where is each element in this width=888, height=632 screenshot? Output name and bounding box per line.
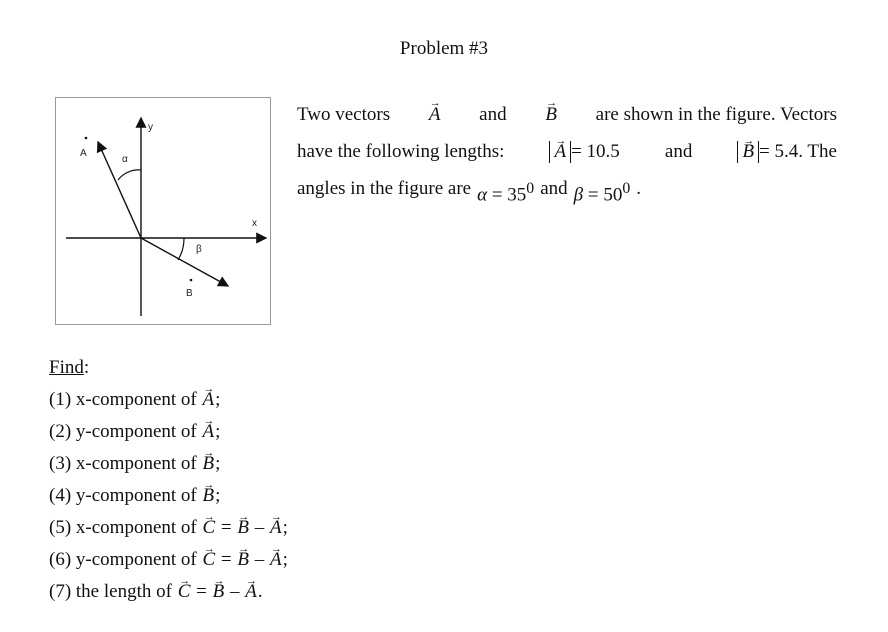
find-heading: Find	[49, 357, 84, 378]
item-number: (7)	[49, 581, 72, 602]
equals-sign: =	[196, 581, 207, 602]
item-number: (5)	[49, 517, 72, 538]
vector-b-dot	[190, 279, 193, 282]
vector-diagram	[56, 98, 272, 326]
vector-c: → C	[201, 512, 216, 544]
item-number: (3)	[49, 453, 72, 474]
item-end: .	[257, 581, 263, 602]
item-text: y-component of	[75, 421, 197, 442]
statement-text: angles in the figure are	[297, 178, 472, 199]
item-number: (6)	[49, 549, 72, 570]
vector-figure	[55, 97, 271, 325]
degree-mark: 0	[526, 180, 535, 197]
vector-a: → A	[269, 512, 283, 544]
item-vector: → A	[201, 416, 215, 448]
vector-b-symbol: → B	[741, 141, 755, 163]
find-item-1	[49, 384, 288, 416]
length-b	[737, 133, 837, 170]
x-axis-label: x	[252, 218, 257, 229]
item-text: x-component of	[75, 453, 197, 474]
statement-text: and	[479, 104, 507, 125]
item-vector: → B	[201, 480, 215, 512]
vector-a-label: A	[80, 148, 87, 159]
vector-b-label: B	[186, 288, 193, 299]
equals-sign: =	[220, 549, 232, 570]
item-text: the length of	[75, 581, 172, 602]
find-colon: :	[83, 357, 90, 378]
item-vector: → A	[201, 384, 215, 416]
beta-label: β	[196, 244, 202, 255]
statement-text: are shown in the figure. Vectors	[595, 104, 837, 125]
vector-c: → C	[177, 576, 192, 608]
find-heading-row	[49, 352, 288, 384]
statement-line-2	[297, 133, 837, 170]
find-item-5	[49, 512, 288, 544]
length-b-value: = 5.4	[759, 141, 799, 162]
vector-b: → B	[236, 544, 250, 576]
alpha-label: α	[122, 154, 128, 165]
minus-sign: –	[254, 549, 265, 570]
item-vector: → B	[201, 448, 215, 480]
alpha-number: = 35	[491, 184, 527, 206]
statement-text: Two vectors	[297, 104, 391, 125]
statement-line-1	[297, 96, 837, 133]
find-list	[49, 352, 288, 608]
alpha-arc	[118, 170, 141, 180]
item-number: (1)	[49, 389, 72, 410]
equals-sign: =	[220, 517, 232, 538]
vector-b-arrow	[141, 238, 228, 286]
item-end: ;	[215, 421, 221, 442]
item-text: y-component of	[75, 549, 197, 570]
find-item-2	[49, 416, 288, 448]
vector-b: → B	[236, 512, 250, 544]
vector-a: → A	[269, 544, 283, 576]
statement-text: and	[664, 141, 693, 162]
beta-symbol: β	[573, 184, 584, 206]
item-end: ;	[215, 389, 221, 410]
alpha-symbol: α	[477, 184, 488, 206]
vector-a-arrow	[98, 142, 141, 238]
vector-c: → C	[201, 544, 216, 576]
minus-sign: –	[229, 581, 240, 602]
statement-text: and	[540, 178, 568, 199]
item-end: ;	[282, 549, 288, 570]
item-end: ;	[282, 517, 288, 538]
statement-text: .	[636, 178, 642, 199]
problem-title: Problem #3	[399, 38, 489, 59]
beta-arc	[178, 238, 184, 260]
item-number: (2)	[49, 421, 72, 442]
item-end: ;	[215, 453, 221, 474]
statement-line-3	[297, 170, 837, 213]
vector-b: → B	[212, 576, 226, 608]
item-text: y-component of	[75, 485, 197, 506]
y-axis-label: y	[148, 122, 153, 133]
find-item-7	[49, 576, 288, 608]
vector-a-dot	[85, 137, 88, 140]
statement-text: have the following lengths:	[297, 141, 505, 162]
find-item-3	[49, 448, 288, 480]
find-item-4	[49, 480, 288, 512]
degree-mark: 0	[622, 180, 631, 197]
beta-number: = 50	[587, 184, 623, 206]
vector-a-symbol: → A	[553, 141, 567, 163]
length-a	[549, 133, 619, 170]
alpha-value	[477, 170, 534, 213]
vector-a-symbol: → A	[428, 96, 442, 133]
item-text: x-component of	[75, 389, 197, 410]
problem-statement	[297, 96, 837, 213]
minus-sign: –	[254, 517, 265, 538]
vector-a: → A	[244, 576, 258, 608]
statement-text: . The	[798, 141, 837, 162]
vector-b-symbol: → B	[544, 96, 558, 133]
beta-value	[574, 170, 631, 213]
length-a-value: = 10.5	[571, 141, 620, 162]
item-text: x-component of	[75, 517, 197, 538]
item-end: ;	[215, 485, 221, 506]
item-number: (4)	[49, 485, 72, 506]
